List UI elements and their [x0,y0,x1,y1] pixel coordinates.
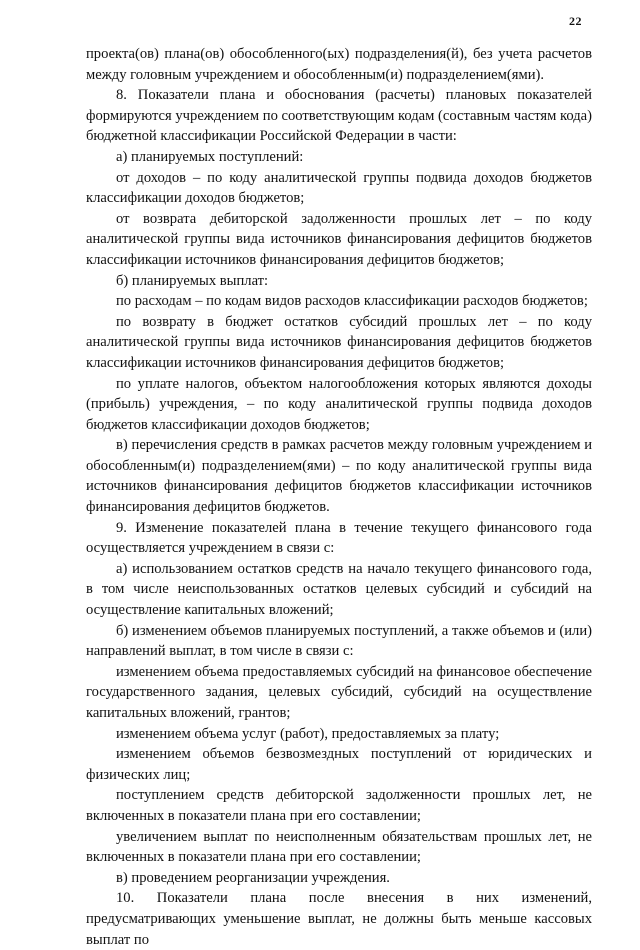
paragraph-8b-taxes: по уплате налогов, объектом налогообложения которых являются доходы (прибыль) учреждения, – по коду аналитической группы подвида доходов бюджетов классификации доходов бюджетов; [86,375,592,433]
paragraph-9b-receivables: поступлением средств дебиторской задолженности прошлых лет, не включенных в показатели плана при его составлении; [86,787,592,824]
paragraph-9b-obligations: увеличением выплат по неисполненным обязательствам прошлых лет, не включенных в показатели плана при его составлении; [86,828,592,866]
paragraph-9b-donations: изменением объемов безвозмездных поступлений от юридических и физических лиц; [86,746,592,783]
paragraph-9b: б) изменением объемов планируемых поступлений, а также объемов и (или) направлений выплат, в том числе в связи с: [86,622,592,660]
paragraph-8a: а) планируемых поступлений: [116,148,304,165]
paragraph-8b: б) планируемых выплат: [116,272,269,289]
document-body [86,44,592,950]
paragraph-8b-subsidy-return: по возврату в бюджет остатков субсидий прошлых лет – по коду аналитической группы вида источников финансирования дефицитов бюджетов классификации источников финансирования дефицитов бюджетов; [86,313,592,371]
paragraph-continuation: проекта(ов) плана(ов) обособленного(ых) подразделения(й), без учета расчетов между головным учреждением и обособленным(и) подразделением(ями). [86,46,592,83]
page-number: 22 [569,14,582,28]
paragraph-9: 9. Изменение показателей плана в течение текущего финансового года осуществляется учреждением в связи с: [86,519,592,557]
paragraph-8a-receivables: от возврата дебиторской задолженности прошлых лет – по коду аналитической группы вида источников финансирования дефицитов бюджетов классификации источников финансирования дефицитов бюджетов; [86,210,592,268]
paragraph-9c: в) проведением реорганизации учреждения. [116,869,390,886]
paragraph-8b-expenses: по расходам – по кодам видов расходов классификации расходов бюджетов; [116,293,588,310]
paragraph-8a-income: от доходов – по коду аналитической группы подвида доходов бюджетов классификации доходов бюджетов; [86,169,592,207]
paragraph-8: 8. Показатели плана и обоснования (расчеты) плановых показателей формируются учреждением по соответствующим кодам (составным частям кода) бюджетной классификации Российской Федерации в части: [86,87,592,145]
paragraph-9b-subsidies: изменением объема предоставляемых субсидий на финансовое обеспечение государственного задания, целевых субсидий, субсидий на осуществление капитальных вложений, грантов; [86,663,592,721]
paragraph-9b-paid-services: изменением объема услуг (работ), предоставляемых за плату; [116,725,500,742]
paragraph-10: 10. Показатели плана после внесения в них изменений, предусматривающих уменьшение выплат, не должны быть меньше кассовых выплат по [86,890,592,948]
paragraph-8c: в) перечисления средств в рамках расчетов между головным учреждением и обособленным(и) подразделением(ями) – по коду аналитической группы вида источников финансирования дефицитов бюджетов классификации источников финансирования дефицитов бюджетов. [86,437,592,516]
paragraph-9a: а) использованием остатков средств на начало текущего финансового года, в том числе неиспользованных остатков целевых субсидий и субсидий на осуществление капитальных вложений; [86,560,592,619]
